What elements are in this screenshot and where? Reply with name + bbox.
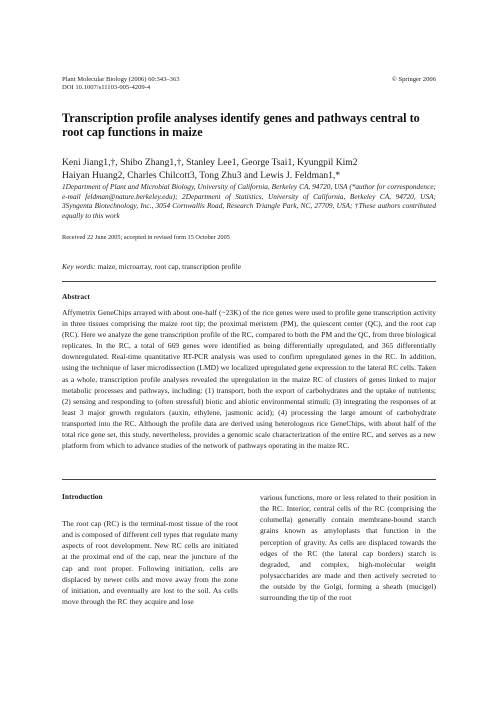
authors-line-2: Haiyan Huang2, Charles Chilcott3, Tong Zhu3 and Lewis J. Feldman1,* [62, 169, 341, 181]
introduction-right-column: various functions, more or less related to their position in the RC. Interior, central cells of the RC (comprising the columella) generally contain membrane-bound starch grains known as amyloplasts that function in the perception of gravity. As cells are displaced towards the edges of the RC (the lateral cap borders) starch is degraded, and complex, high-molecular weight polysaccharides are made and then actively secreted to the outside by the Golgi, forming a sheath (mucigel) surrounding the tip of the root [260, 493, 436, 603]
keywords-label: Key words: [62, 262, 96, 271]
journal-citation: Plant Molecular Biology (2006) 60:343–363 [62, 76, 180, 83]
journal-header [62, 76, 436, 92]
keywords [62, 262, 241, 271]
authors-line-1: Keni Jiang1,†, Shibo Zhang1,†, Stanley Lee1, George Tsai1, Kyungpil Kim2 [62, 157, 358, 168]
abstract-heading: Abstract [62, 292, 90, 301]
introduction-left-column: The root cap (RC) is the terminal-most tissue of the root and is composed of different cell types that regulate many aspects of root development. New RC cells are initiated at the proximal end of the cap, near the juncture of the cap and root proper. Following initiation, cells are displaced by newer cells and move away from the zone of initiation, and eventually are lost to the soil. As cells move through the RC they acquire and lose [62, 519, 238, 607]
copyright: © Springer 2006 [391, 76, 436, 83]
affiliations: 1Department of Plant and Microbial Biology, University of California, Berkeley CA, 94720, USA (*author for correspondence; e-mail feldman@nature.berkeley.edu); 2Department of Statistics, University of California, Berkeley CA, 94720, USA; 3Syngenta Biotechnology, Inc., 3054 Cornwallis Road, Research Triangle Park, NC, 27709, USA; †These authors contributed equally to this work [62, 182, 436, 220]
authors [62, 157, 442, 182]
keywords-list: maize, microarray, root cap, transcription profile [97, 262, 242, 271]
introduction-heading: Introduction [62, 492, 103, 501]
paper-title: Transcription profile analyses identify genes and pathways central to root cap functions in maize [62, 111, 420, 139]
doi: DOI 10.1007/s11103-005-4209-4 [62, 84, 151, 92]
divider-bottom [62, 479, 436, 480]
divider-top [62, 281, 436, 282]
abstract-body: Affymetrix GeneChips arrayed with about one-half (~23K) of the rice genes were used to profile gene transcription activity in three tissues comprising the maize root tip; the proximal meristem (PM), the quiescent center (QC), and the root cap (RC). Here we analyze the gene transcription profile of the RC, compared to both the PM and the QC, from three biological replicates. In the RC, a total of 669 genes were identified as being differentially upregulated, and 365 differentially downregulated. Real-time quantitative RT-PCR analysis was used to confirm upregulated genes in the RC. In addition, using the technique of laser microdissection (LMD) we localized upregulated gene expression to the lateral RC cells. Taken as a whole, transcription profile analyses revealed the upregulation in the maize RC of clusters of genes linked to major metabolic processes and pathways, including: (1) transport, both the export of carbohydrates and the uptake of nutrients; (2) sensing and responding to (often stressful) biotic and abiotic environmental stimuli; (3) integrating the responses of at least 3 major growth regulators (auxin, ethylene, jasmonic acid); (4) processing the large amount of carbohydrate transported into the RC. Although the profile data are derived using heterologous rice GeneChips, with about half of the total rice gene set, this study, nevertheless, provides a genomic scale characterization of the entire RC, and serves as a new platform from which to advance studies of the network of pathways operating in the maize RC. [62, 308, 436, 451]
received-dates: Received 22 June 2005; accepted in revised form 15 October 2005 [62, 234, 230, 241]
